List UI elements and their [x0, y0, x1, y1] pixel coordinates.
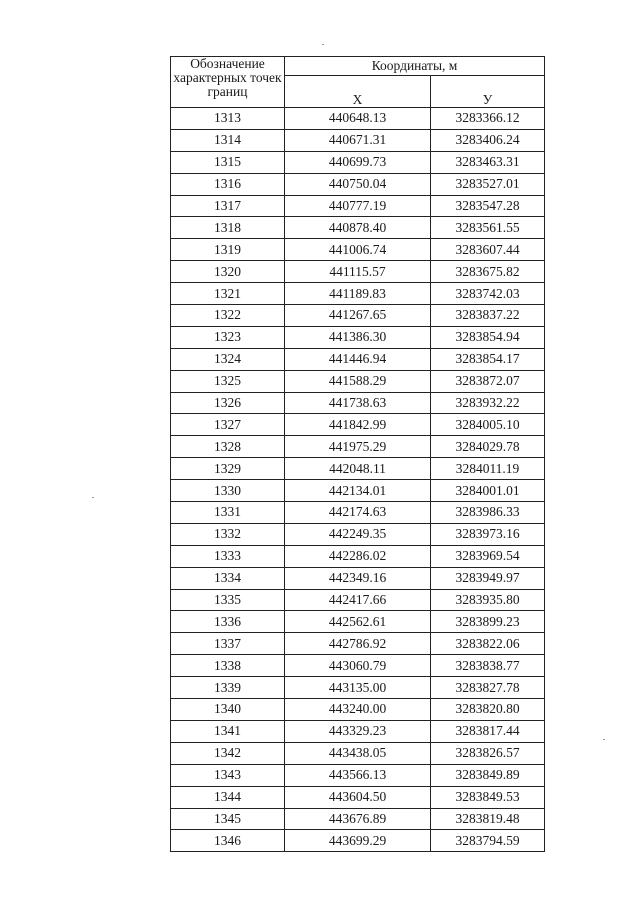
cell-x: 441588.29 — [285, 370, 431, 392]
table-row — [171, 480, 545, 502]
cell-point-id: 1329 — [171, 458, 285, 480]
cell-y: 3283547.28 — [431, 195, 545, 217]
cell-y: 3283827.78 — [431, 677, 545, 699]
cell-point-id: 1318 — [171, 217, 285, 239]
cell-x: 442349.16 — [285, 567, 431, 589]
cell-point-id: 1344 — [171, 786, 285, 808]
cell-y: 3283986.33 — [431, 502, 545, 524]
cell-point-id: 1338 — [171, 655, 285, 677]
cell-y: 3283819.48 — [431, 808, 545, 830]
cell-point-id: 1331 — [171, 502, 285, 524]
table-header — [171, 57, 545, 108]
table-row — [171, 414, 545, 436]
table-row — [171, 655, 545, 677]
cell-y: 3283366.12 — [431, 108, 545, 130]
cell-point-id: 1334 — [171, 567, 285, 589]
cell-y: 3283932.22 — [431, 392, 545, 414]
coordinates-table — [170, 56, 545, 852]
table-row — [171, 305, 545, 327]
cell-point-id: 1314 — [171, 129, 285, 151]
cell-y: 3283817.44 — [431, 720, 545, 742]
cell-y: 3283899.23 — [431, 611, 545, 633]
cell-point-id: 1323 — [171, 326, 285, 348]
cell-point-id: 1327 — [171, 414, 285, 436]
cell-y: 3283463.31 — [431, 151, 545, 173]
cell-x: 441115.57 — [285, 261, 431, 283]
header-coordinates: Координаты, м — [285, 57, 545, 76]
cell-x: 443060.79 — [285, 655, 431, 677]
table-row — [171, 808, 545, 830]
scan-speck — [603, 739, 605, 740]
cell-y: 3283527.01 — [431, 173, 545, 195]
table-row — [171, 151, 545, 173]
table-row — [171, 677, 545, 699]
cell-x: 442286.02 — [285, 545, 431, 567]
cell-y: 3283820.80 — [431, 699, 545, 721]
table-row — [171, 326, 545, 348]
table-row — [171, 742, 545, 764]
cell-y: 3283973.16 — [431, 523, 545, 545]
cell-y: 3283872.07 — [431, 370, 545, 392]
table-row — [171, 720, 545, 742]
cell-point-id: 1335 — [171, 589, 285, 611]
cell-x: 441738.63 — [285, 392, 431, 414]
cell-x: 442134.01 — [285, 480, 431, 502]
cell-point-id: 1333 — [171, 545, 285, 567]
table-row — [171, 129, 545, 151]
cell-y: 3283742.03 — [431, 283, 545, 305]
cell-point-id: 1325 — [171, 370, 285, 392]
cell-y: 3283561.55 — [431, 217, 545, 239]
table-row — [171, 764, 545, 786]
table-row — [171, 108, 545, 130]
cell-x: 442249.35 — [285, 523, 431, 545]
cell-x: 441386.30 — [285, 326, 431, 348]
cell-point-id: 1337 — [171, 633, 285, 655]
cell-x: 440878.40 — [285, 217, 431, 239]
cell-point-id: 1339 — [171, 677, 285, 699]
scan-speck — [322, 44, 324, 45]
cell-point-id: 1332 — [171, 523, 285, 545]
cell-point-id: 1322 — [171, 305, 285, 327]
cell-x: 443699.29 — [285, 830, 431, 852]
table-row — [171, 699, 545, 721]
table-row — [171, 545, 545, 567]
cell-y: 3284001.01 — [431, 480, 545, 502]
table-row — [171, 370, 545, 392]
cell-point-id: 1340 — [171, 699, 285, 721]
table-row — [171, 786, 545, 808]
cell-point-id: 1321 — [171, 283, 285, 305]
table-row — [171, 173, 545, 195]
cell-y: 3283406.24 — [431, 129, 545, 151]
cell-x: 440671.31 — [285, 129, 431, 151]
cell-y: 3283794.59 — [431, 830, 545, 852]
cell-x: 442417.66 — [285, 589, 431, 611]
table-row — [171, 830, 545, 852]
cell-x: 443566.13 — [285, 764, 431, 786]
header-x: X — [285, 76, 431, 108]
cell-y: 3283854.94 — [431, 326, 545, 348]
cell-x: 440777.19 — [285, 195, 431, 217]
cell-y: 3284029.78 — [431, 436, 545, 458]
cell-x: 442786.92 — [285, 633, 431, 655]
cell-point-id: 1320 — [171, 261, 285, 283]
cell-point-id: 1330 — [171, 480, 285, 502]
table-body — [171, 108, 545, 852]
cell-y: 3283969.54 — [431, 545, 545, 567]
cell-y: 3284005.10 — [431, 414, 545, 436]
table-row — [171, 567, 545, 589]
cell-x: 443135.00 — [285, 677, 431, 699]
cell-x: 441975.29 — [285, 436, 431, 458]
cell-x: 443329.23 — [285, 720, 431, 742]
table-row — [171, 239, 545, 261]
cell-point-id: 1343 — [171, 764, 285, 786]
cell-point-id: 1313 — [171, 108, 285, 130]
cell-x: 441842.99 — [285, 414, 431, 436]
cell-y: 3283837.22 — [431, 305, 545, 327]
cell-point-id: 1341 — [171, 720, 285, 742]
cell-y: 3283854.17 — [431, 348, 545, 370]
cell-x: 441189.83 — [285, 283, 431, 305]
cell-x: 443604.50 — [285, 786, 431, 808]
cell-x: 443240.00 — [285, 699, 431, 721]
cell-point-id: 1316 — [171, 173, 285, 195]
cell-x: 441267.65 — [285, 305, 431, 327]
cell-x: 442174.63 — [285, 502, 431, 524]
cell-point-id: 1317 — [171, 195, 285, 217]
cell-point-id: 1336 — [171, 611, 285, 633]
cell-point-id: 1346 — [171, 830, 285, 852]
cell-y: 3283822.06 — [431, 633, 545, 655]
cell-y: 3283849.89 — [431, 764, 545, 786]
table-row — [171, 217, 545, 239]
table-row — [171, 392, 545, 414]
cell-x: 443438.05 — [285, 742, 431, 764]
scan-speck — [92, 497, 94, 498]
table-row — [171, 261, 545, 283]
cell-x: 440750.04 — [285, 173, 431, 195]
table-row — [171, 348, 545, 370]
cell-point-id: 1345 — [171, 808, 285, 830]
cell-point-id: 1324 — [171, 348, 285, 370]
cell-y: 3283849.53 — [431, 786, 545, 808]
table-row — [171, 523, 545, 545]
cell-x: 440648.13 — [285, 108, 431, 130]
cell-point-id: 1342 — [171, 742, 285, 764]
cell-y: 3283838.77 — [431, 655, 545, 677]
header-designation: Обозначение характерных точек границ — [171, 57, 285, 108]
table-row — [171, 633, 545, 655]
cell-y: 3283826.57 — [431, 742, 545, 764]
cell-y: 3283949.97 — [431, 567, 545, 589]
cell-y: 3284011.19 — [431, 458, 545, 480]
cell-y: 3283607.44 — [431, 239, 545, 261]
cell-x: 440699.73 — [285, 151, 431, 173]
cell-point-id: 1319 — [171, 239, 285, 261]
table-row — [171, 611, 545, 633]
table-row — [171, 502, 545, 524]
cell-y: 3283935.80 — [431, 589, 545, 611]
table-row — [171, 589, 545, 611]
cell-x: 443676.89 — [285, 808, 431, 830]
cell-x: 442048.11 — [285, 458, 431, 480]
table-row — [171, 283, 545, 305]
cell-point-id: 1328 — [171, 436, 285, 458]
cell-x: 441446.94 — [285, 348, 431, 370]
table-row — [171, 458, 545, 480]
cell-point-id: 1326 — [171, 392, 285, 414]
header-y: У — [431, 76, 545, 108]
cell-point-id: 1315 — [171, 151, 285, 173]
cell-y: 3283675.82 — [431, 261, 545, 283]
table-row — [171, 195, 545, 217]
table-row — [171, 436, 545, 458]
cell-x: 441006.74 — [285, 239, 431, 261]
cell-x: 442562.61 — [285, 611, 431, 633]
